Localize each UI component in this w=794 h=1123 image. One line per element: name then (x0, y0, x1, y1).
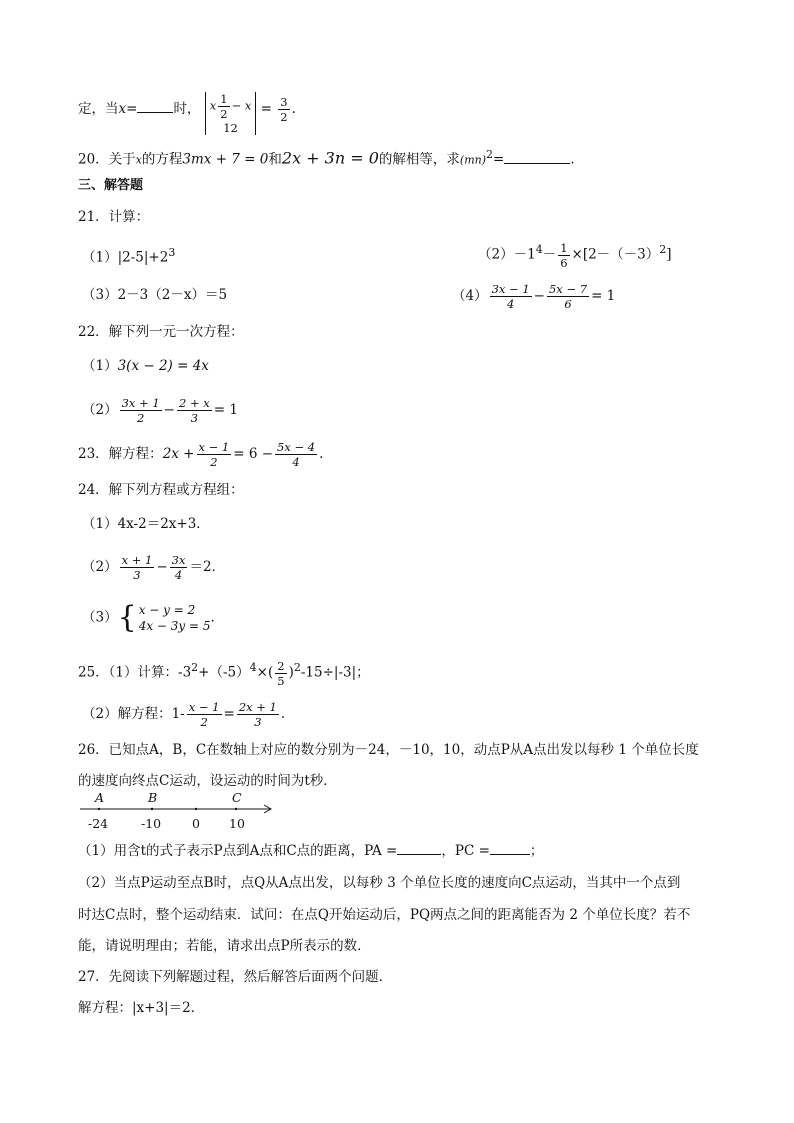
q25-p2-end: ． (280, 706, 295, 722)
q24-p2-frac1 (120, 553, 155, 582)
q24-p2-b: − (156, 559, 168, 575)
frac-num: 5x − 7 (548, 282, 588, 296)
q22-p2-frac2 (177, 396, 212, 425)
frac-num: 1 (220, 92, 228, 106)
q19-prefix: 定，当 (78, 101, 119, 117)
frac-num: 1 (560, 240, 568, 255)
q20-expr: (mn) (459, 153, 487, 167)
frac-den: 2 (200, 715, 208, 729)
value-neg10: -10 (141, 816, 162, 831)
q24-p3-eq1: x − y = 2 (138, 603, 196, 617)
q26-part2-line3: 能，请说明理由；若能，请求出点P所表示的数． (78, 938, 371, 954)
q21-p1-text: （1）|2-5|+2 (82, 249, 169, 266)
q26-pc-blank (490, 841, 530, 855)
q25-p1-e: -15÷|-3|； (300, 664, 370, 681)
q24-p3-label: （3） (82, 609, 118, 626)
value-10: 10 (229, 816, 245, 831)
q25-p1-b: +（-5） (198, 664, 250, 681)
label-a: A (95, 790, 105, 805)
q20-text-a: 20．关于 (78, 151, 136, 168)
q24-p3-brace: { (117, 600, 137, 635)
q20-eq2: 2x + 3n = 0 (281, 148, 379, 168)
q25-p2-frac1 (187, 700, 222, 729)
q25-p1-a: 25．（1）计算：-3 (78, 664, 192, 681)
frac-num: 3x − 1 (491, 282, 530, 296)
origin-tick (195, 808, 197, 810)
q22-p2-c: = 1 (213, 402, 238, 418)
q21-title: 21．计算： (78, 209, 150, 225)
q23-b: 2x + (162, 446, 195, 462)
q21-p4-frac1 (490, 282, 532, 311)
q20-line (78, 145, 575, 171)
q19-eq: = (126, 101, 138, 117)
frac-num: 3 (280, 95, 288, 109)
q21-p2-exp: 4 (535, 243, 543, 256)
q19-var: x (118, 101, 127, 117)
frac-num: 5x − 4 (277, 440, 316, 454)
q21-p4-c: = 1 (591, 288, 616, 304)
label-b: B (148, 790, 158, 805)
q21-p2-a: （2）－1 (478, 246, 536, 263)
q22-p1-label: （1） (82, 358, 118, 374)
frac-den: 2 (280, 110, 288, 124)
frac-den: 4 (174, 568, 183, 582)
q24-p2-frac2 (170, 553, 188, 582)
q19-abs-bottom: 12 (223, 121, 238, 135)
q24-p3-eq2: 4x − 3y = 5 (138, 619, 211, 633)
q26-p1-a: （1）用含t的式子表示P点到A点和C点的距离，PA = (78, 843, 398, 859)
q20-exp: 2 (486, 148, 494, 161)
q27-part1: 解方程：|x+3|＝2． (78, 1000, 205, 1016)
point-b-tick (151, 808, 153, 810)
q22-p2-frac1 (120, 396, 162, 425)
q21-p2-b: － (542, 246, 557, 263)
q21-part2 (478, 240, 672, 270)
q24-part2 (82, 553, 225, 582)
q26-part2-line1: （2）当点P运动至点B时，点Q从A点出发，以每秒 3 个单位长度的速度向C点运动，当其中一个点到 (78, 875, 681, 891)
q19-blank (137, 99, 173, 113)
q20-end: . (570, 151, 575, 168)
q25-p1-exp2: 4 (249, 661, 257, 674)
q20-text-c: 和 (268, 151, 282, 168)
q19-abs-x: x (209, 98, 217, 113)
frac-den: 4 (292, 455, 300, 469)
q19-line (78, 88, 296, 135)
frac-den: 5 (277, 673, 285, 688)
section-title: 三、解答题 (78, 178, 144, 193)
q23-line (78, 440, 323, 469)
q25-p1-exp: 2 (191, 661, 199, 674)
q26-p1-end: ； (529, 843, 544, 859)
label-c: C (232, 790, 242, 805)
frac-den: 3 (190, 411, 199, 425)
q24-title: 24．解下列方程或方程组： (78, 482, 244, 498)
q25-p2-frac2 (237, 700, 279, 729)
q25-part2 (82, 700, 294, 729)
q23-c: = 6 − (233, 446, 274, 462)
q21-p2-c: ×[2－（－3） (571, 246, 660, 263)
q19-suffix: 时， (173, 101, 201, 117)
q24-p2-label: （2） (82, 559, 118, 575)
q21-part3: （3）2－3（2－x）＝5 (82, 287, 228, 303)
q21-p2-d: ] (666, 246, 672, 263)
point-c-tick (235, 808, 237, 810)
q21-p4-b: − (533, 288, 545, 304)
q22-title: 22．解下列一元一次方程： (78, 324, 244, 340)
frac-num: 3x + 1 (121, 396, 160, 410)
q20-text-d: 的解相等，求 (378, 151, 460, 168)
q26-pa-blank (397, 841, 441, 855)
q26-line2: 的速度向终点C运动，设运动的时间为t秒． (78, 773, 337, 789)
q25-p2-b: = (223, 706, 235, 722)
frac-num: x + 1 (121, 553, 153, 567)
q19-rhs-frac (278, 95, 289, 124)
q20-eq1: 3mx + 7 = 0 (182, 151, 269, 168)
q19-abs-frac (218, 92, 229, 121)
q23-frac2 (275, 440, 317, 469)
frac-num: 2 + x (178, 396, 210, 410)
q27-title: 27．先阅读下列解题过程，然后解答后面两个问题． (78, 969, 393, 985)
q25-p2-a: （2）解方程：1- (82, 706, 185, 722)
q21-p4-frac2 (547, 282, 589, 311)
q26-p1-b: ，PC = (441, 843, 490, 859)
frac-den: 3 (254, 715, 262, 729)
frac-den: 2 (220, 107, 228, 121)
frac-num: x − 1 (188, 700, 220, 714)
q22-p2-b: − (163, 402, 175, 418)
q24-p3-system (139, 602, 211, 634)
q21-p1-exp: 3 (168, 246, 176, 259)
q23-a: 23．解方程： (78, 446, 163, 462)
frac-den: 6 (560, 255, 568, 270)
frac-den: 2 (136, 411, 145, 425)
q22-p2-label: （2） (82, 402, 118, 418)
q19-end: . (291, 101, 296, 117)
q21-part4 (452, 282, 615, 311)
q19-abs-expression (205, 92, 257, 135)
q21-p2-frac (558, 241, 569, 270)
frac-num: 2 (277, 658, 285, 673)
q23-frac1 (197, 440, 232, 469)
q24-p3-end: ． (210, 609, 225, 626)
number-line-diagram (78, 790, 278, 836)
point-a-tick (98, 808, 100, 810)
frac-den: 3 (133, 568, 141, 582)
q22-part2 (82, 396, 238, 425)
q19-abs-minus: − x (231, 98, 252, 113)
q25-p1-c: ×( (256, 664, 274, 681)
frac-den: 6 (564, 297, 572, 311)
q20-text-b: 的方程 (141, 151, 183, 168)
frac-den: 4 (506, 297, 515, 311)
q21-p2-exp2: 2 (659, 243, 667, 256)
q24-p2-c: ＝2． (189, 559, 226, 575)
frac-den: 2 (210, 455, 218, 469)
q23-end: . (319, 446, 324, 462)
q25-p1-d: ) (288, 664, 294, 681)
q25-p1-frac (275, 659, 286, 688)
q19-rhs-eq: = (260, 101, 272, 117)
q24-part3 (82, 602, 224, 634)
q25-p1-exp3: 2 (293, 661, 301, 674)
value-neg24: -24 (88, 816, 109, 831)
frac-num: 3x (171, 553, 186, 567)
q26-line1: 26．已知点A，B，C在数轴上对应的数分别为－24，－10，10，动点P从A点出发以每秒 1 个单位长度 (78, 742, 699, 758)
q22-p1-eq: 3(x − 2) = 4x (117, 358, 209, 374)
q20-blank (504, 150, 570, 164)
q20-var: x (135, 153, 142, 167)
q21-part1 (82, 243, 175, 268)
q25-part1 (78, 658, 370, 688)
frac-num: x − 1 (198, 440, 230, 454)
q26-part2-line2: 时达C点时，整个运动结束．试问：在点Q开始运动后，PQ两点之间的距离能否为 2 个单位长度？若不 (78, 907, 691, 923)
q21-p4-a: （4） (452, 288, 488, 304)
q24-part1: （1）4x-2＝2x+3． (82, 516, 210, 532)
q26-part1 (78, 841, 543, 861)
q22-part1 (82, 356, 209, 376)
frac-num: 2x + 1 (238, 700, 277, 714)
q20-text-e: = (493, 151, 505, 168)
value-0: 0 (192, 816, 200, 831)
